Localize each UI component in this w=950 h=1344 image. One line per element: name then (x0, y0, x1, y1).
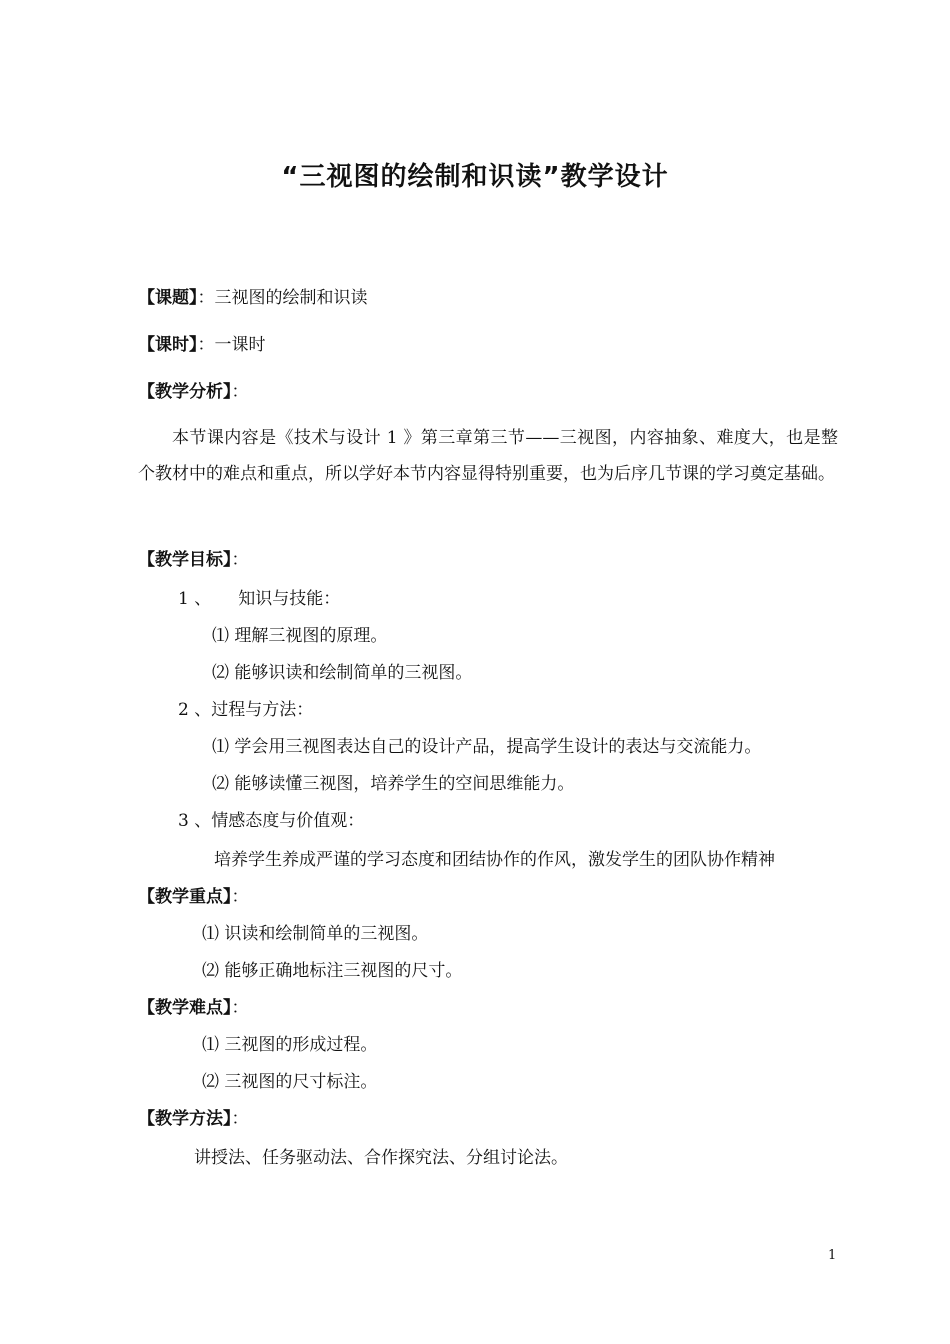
key-point-item-1: ⑴ 识读和绘制简单的三视图。 (202, 924, 429, 944)
analysis-paragraph: 本节课内容是《技术与设计 1 》第三章第三节——三视图，内容抽象、难度大，也是整个教材中的难点和重点，所以学好本节内容显得特别重要，也为后序几节课的学习奠定基础。 (138, 428, 838, 484)
analysis-label: 【教学分析】 (138, 382, 232, 402)
objective-1-item-2: ⑵ 能够识读和绘制简单的三视图。 (212, 663, 473, 683)
analysis-heading (138, 380, 249, 404)
methods-text: 讲授法、任务驱动法、合作探究法、分组讨论法。 (194, 1148, 568, 1168)
objective-2-item-1: ⑴ 学会用三视图表达自己的设计产品，提高学生设计的表达与交流能力。 (212, 737, 762, 757)
topic-value: 三视图的绘制和识读 (214, 288, 368, 308)
analysis-separator: ： (231, 382, 249, 402)
methods-heading (138, 1107, 249, 1131)
difficulties-label: 【教学难点】 (138, 998, 232, 1018)
key-points-heading (138, 885, 249, 909)
topic-label: 【课题】 (138, 288, 198, 308)
period-label: 【课时】 (138, 335, 198, 355)
objective-3-text: 培养学生养成严谨的学习态度和团结协作的作风，激发学生的团队协作精神 (214, 850, 775, 870)
key-points-separator: ： (231, 887, 249, 907)
topic-separator: ： (197, 288, 215, 308)
difficulties-separator: ： (231, 998, 249, 1018)
objective-2-item-2: ⑵ 能够读懂三视图，培养学生的空间思维能力。 (212, 774, 575, 794)
objective-1-item-1: ⑴ 理解三视图的原理。 (212, 626, 388, 646)
methods-separator: ： (231, 1109, 249, 1129)
document-title: “三视图的绘制和识读”教学设计 (281, 162, 669, 192)
key-point-item-2: ⑵ 能够正确地标注三视图的尺寸。 (202, 961, 463, 981)
period-value: 一课时 (214, 335, 266, 355)
objective-group-1-title: 1 、 知识与技能： (178, 589, 341, 609)
difficulty-item-2: ⑵ 三视图的尺寸标注。 (202, 1072, 378, 1092)
objectives-label: 【教学目标】 (138, 550, 232, 570)
objective-group-3-title: 3 、情感态度与价值观： (178, 811, 365, 831)
period-separator: ： (197, 335, 215, 355)
period-line (138, 333, 266, 357)
difficulties-heading (138, 996, 249, 1020)
key-points-label: 【教学重点】 (138, 887, 232, 907)
objectives-heading (138, 548, 249, 572)
difficulty-item-1: ⑴ 三视图的形成过程。 (202, 1035, 378, 1055)
methods-label: 【教学方法】 (138, 1109, 232, 1129)
page-number: 1 (828, 1248, 837, 1263)
objective-group-2-title: 2 、过程与方法： (178, 700, 314, 720)
topic-line (138, 286, 368, 310)
objectives-separator: ： (231, 550, 249, 570)
